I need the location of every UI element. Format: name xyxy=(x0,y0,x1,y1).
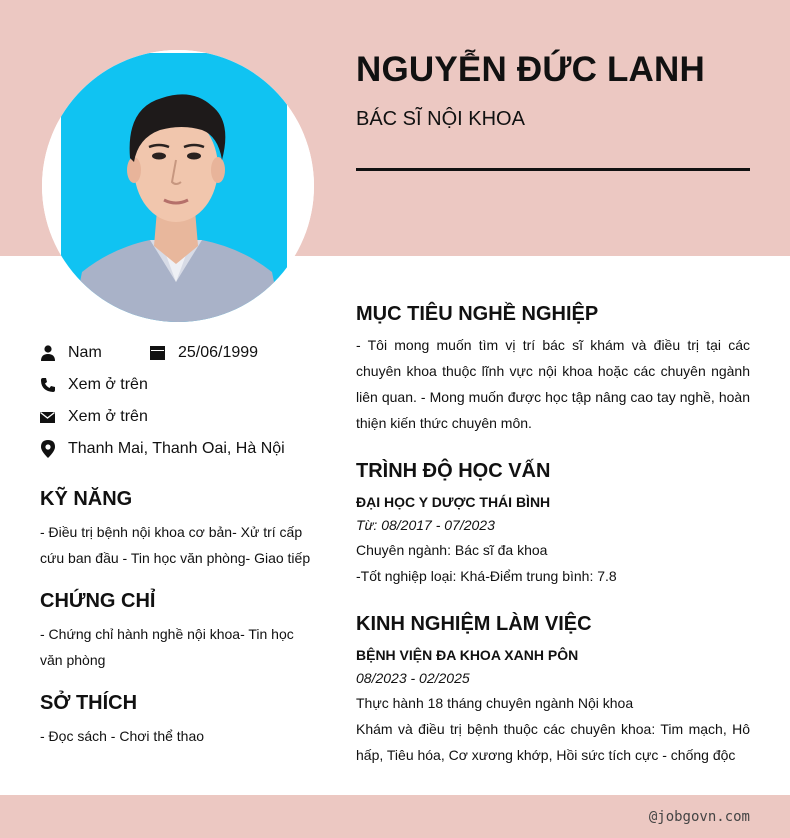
hobbies-heading: SỞ THÍCH xyxy=(40,692,138,714)
watermark: @jobgovn.com xyxy=(648,809,750,825)
experience-heading: KINH NGHIỆM LÀM VIỆC xyxy=(356,613,592,635)
email-text[interactable]: Xem ở trên xyxy=(68,408,148,425)
phone-icon xyxy=(40,376,55,394)
location-pin-icon xyxy=(40,440,55,458)
gender-text: Nam xyxy=(68,344,102,361)
experience-role: Thực hành 18 tháng chuyên ngành Nội khoa xyxy=(356,695,634,711)
education-school: ĐẠI HỌC Y DƯỢC THÁI BÌNH xyxy=(356,494,551,510)
profile-photo xyxy=(42,50,314,322)
address-text: Thanh Mai, Thanh Oai, Hà Nội xyxy=(68,440,285,457)
education-grade: -Tốt nghiệp loại: Khá-Điểm trung bình: 7.8 xyxy=(356,568,617,584)
birthday-text: 25/06/1999 xyxy=(178,344,259,361)
calendar-icon xyxy=(150,344,165,362)
objective-heading: MỤC TIÊU NGHỀ NGHIỆP xyxy=(356,303,599,325)
header-divider xyxy=(356,168,750,171)
phone-row xyxy=(40,374,148,396)
job-title: BÁC SĨ NỘI KHOA xyxy=(356,108,525,130)
person-icon xyxy=(40,344,55,362)
email-row xyxy=(40,406,148,428)
education-major: Chuyên ngành: Bác sĩ đa khoa xyxy=(356,542,548,558)
envelope-icon xyxy=(40,408,55,426)
objective-text: - Tôi mong muốn tìm vị trí bác sĩ khám và điều trị tại các chuyên khoa thuộc lĩnh vực nội khoa hoặc các chuyên ngành liên quan. - Mong muốn được học tập nâng cao tay nghề, hoàn thiện kiến thức chuyên môn. xyxy=(356,337,750,431)
hobbies-text: - Đọc sách - Chơi thể thao xyxy=(40,728,205,744)
address-row xyxy=(40,438,285,460)
portrait-illustration xyxy=(42,50,314,322)
gender-row xyxy=(40,342,102,364)
skills-heading: KỸ NĂNG xyxy=(40,488,133,510)
experience-period: 08/2023 - 02/2025 xyxy=(356,670,470,686)
phone-text[interactable]: Xem ở trên xyxy=(68,376,148,393)
experience-detail: Khám và điều trị bệnh thuộc các chuyên khoa: Tim mạch, Hô hấp, Tiêu hóa, Cơ xương khớp, Hồi sức tích cực - chống độc xyxy=(356,721,750,763)
education-period: Từ: 08/2017 - 07/2023 xyxy=(356,517,495,533)
candidate-name: NGUYỄN ĐỨC LANH xyxy=(356,50,705,89)
skills-text: - Điều trị bệnh nội khoa cơ bản- Xử trí cấp cứu ban đầu - Tin học văn phòng- Giao tiếp xyxy=(40,524,311,566)
education-heading: TRÌNH ĐỘ HỌC VẤN xyxy=(356,460,551,482)
certificates-text: - Chứng chỉ hành nghề nội khoa- Tin học văn phòng xyxy=(40,626,294,668)
experience-company: BỆNH VIỆN ĐA KHOA XANH PÔN xyxy=(356,647,579,663)
certificates-heading: CHỨNG CHỈ xyxy=(40,590,156,612)
birthday-row xyxy=(150,342,258,364)
